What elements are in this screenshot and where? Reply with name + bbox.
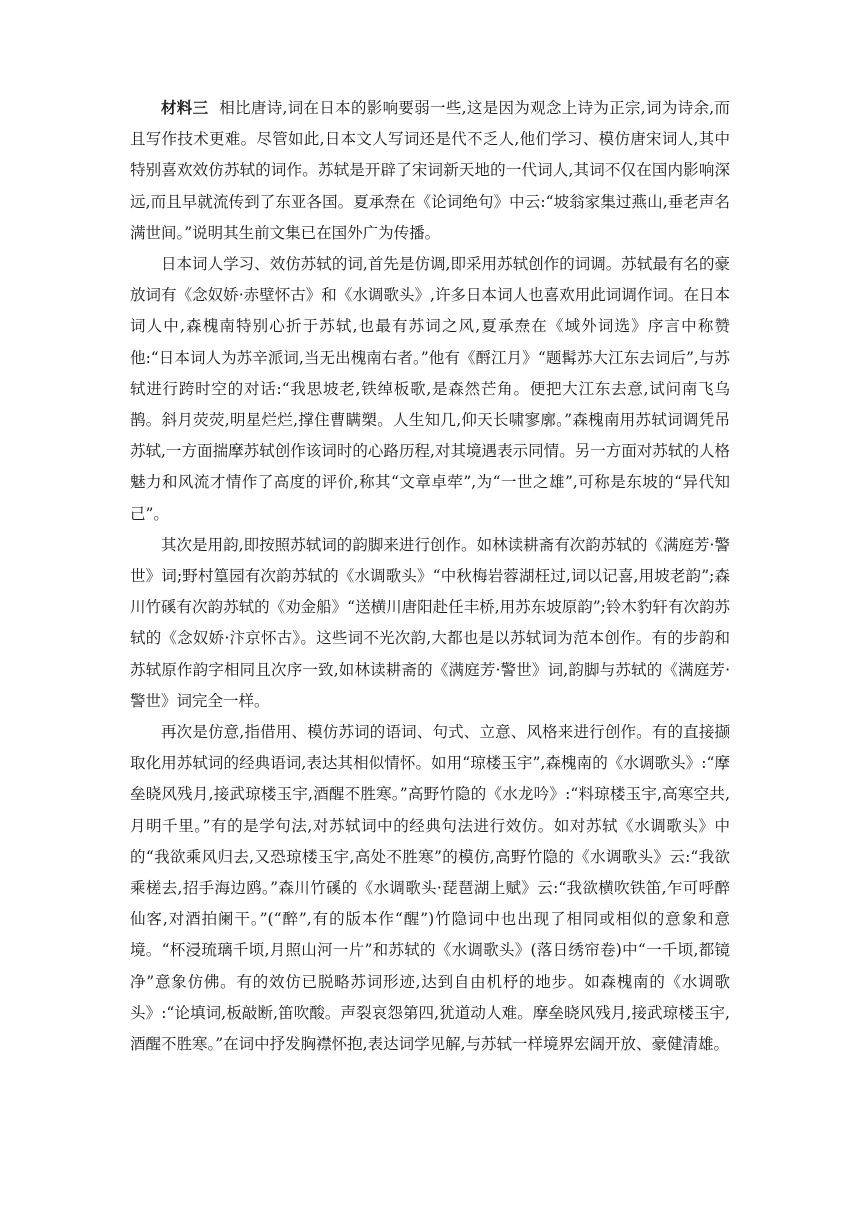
paragraph-3: 其次是用韵,即按照苏轼词的韵脚来进行创作。如林读耕斋有次韵苏轼的《满庭芳·警世》词;野村篁园有次韵苏轼的《水调歌头》“中秋梅岩蓉湖枉过,词以记喜,用坡老韵”;森川竹磎有次韵苏轼的《劝金船》“送横川唐阳赴任丰桥,用苏东坡原韵”;铃木豹轩有次韵苏轼的《念奴娇·汴京怀古》。这些词不光次韵,大都也是以苏轼词为范本创作。有的步韵和苏轼原作韵字相同且次序一致,如林读耕斋的《满庭芳·警世》词,韵脚与苏轼的《满庭芳·警世》词完全一样。: [130, 535, 730, 710]
paragraph-1-text: 相比唐诗,词在日本的影响要弱一些,这是因为观念上诗为正宗,词为诗余,而且写作技术更难。尽管如此,日本文人写词还是代不乏人,他们学习、模仿唐宋词人,其中特别喜欢效仿苏轼的词作。苏轼是开辟了宋词新天地的一代词人,其词不仅在国内影响深远,而且早就流传到了东亚各国。夏承焘在《论词绝句》中云:“坡翁家集过燕山,垂老声名满世间。”说明其生前文集已在国外广为传播。: [130, 99, 730, 242]
paragraph-1: [130, 92, 730, 249]
article-body: [130, 92, 730, 1060]
paragraph-4: 再次是仿意,指借用、模仿苏词的语词、句式、立意、风格来进行创作。有的直接撷取化用苏轼词的经典语词,表达其相似情怀。如用“琼楼玉宇”,森槐南的《水调歌头》:“摩垒晓风残月,接武琼楼玉宇,酒醒不胜寒。”高野竹隐的《水龙吟》:“料琼楼玉宇,高寒空共,月明千里。”有的是学句法,对苏轼词中的经典句法进行效仿。如对苏轼《水调歌头》中的“我欲乘风归去,又恐琼楼玉宇,高处不胜寒”的模仿,高野竹隐的《水调歌头》云:“我欲乘槎去,招手海边鸥。”森川竹磎的《水调歌头·琵琶湖上赋》云:“我欲横吹铁笛,乍可呼醉仙客,对酒拍阑干。”(“醉”,有的版本作“醒”)竹隐词中也出现了相同或相似的意象和意境。“杯浸琉璃千顷,月照山河一片”和苏轼的《水调歌头》(落日绣帘卷)中“一千顷,都镜净”意象仿佛。有的效仿已脱略苏词形迹,达到自由机杼的地步。如森槐南的《水调歌头》:“论填词,板敲断,笛吹酸。声裂哀怨第四,犹道动人难。摩垒晓风残月,接武琼楼玉宇,酒醒不胜寒。”在词中抒发胸襟怀抱,表达词学见解,与苏轼一样境界宏阔开放、豪健清雄。: [130, 723, 730, 1054]
material-label: 材料三: [161, 98, 209, 117]
paragraph-2: 日本词人学习、效仿苏轼的词,首先是仿调,即采用苏轼创作的词调。苏轼最有名的豪放词有《念奴娇·赤壁怀古》和《水调歌头》,许多日本词人也喜欢用此词调作词。在日本词人中,森槐南特别心折于苏轼,也最有苏词之风,夏承焘在《域外词选》序言中称赞他:“日本词人为苏辛派词,当无出槐南右者。”他有《酹江月》“题髯苏大江东去词后”,与苏轼进行跨时空的对话:“我思坡老,铁绰板歌,是森然芒角。便把大江东去意,试问南飞乌鹊。斜月荧荧,明星烂烂,撑住曹瞒槊。人生知几,仰天长啸寥廓。”森槐南用苏轼词调凭吊苏轼,一方面揣摩苏轼创作该词时的心路历程,对其境遇表示同情。另一方面对苏轼的人格魅力和风流才情作了高度的评价,称其“文章卓荦”,为“一世之雄”,可称是东坡的“异代知己”。: [130, 255, 730, 523]
